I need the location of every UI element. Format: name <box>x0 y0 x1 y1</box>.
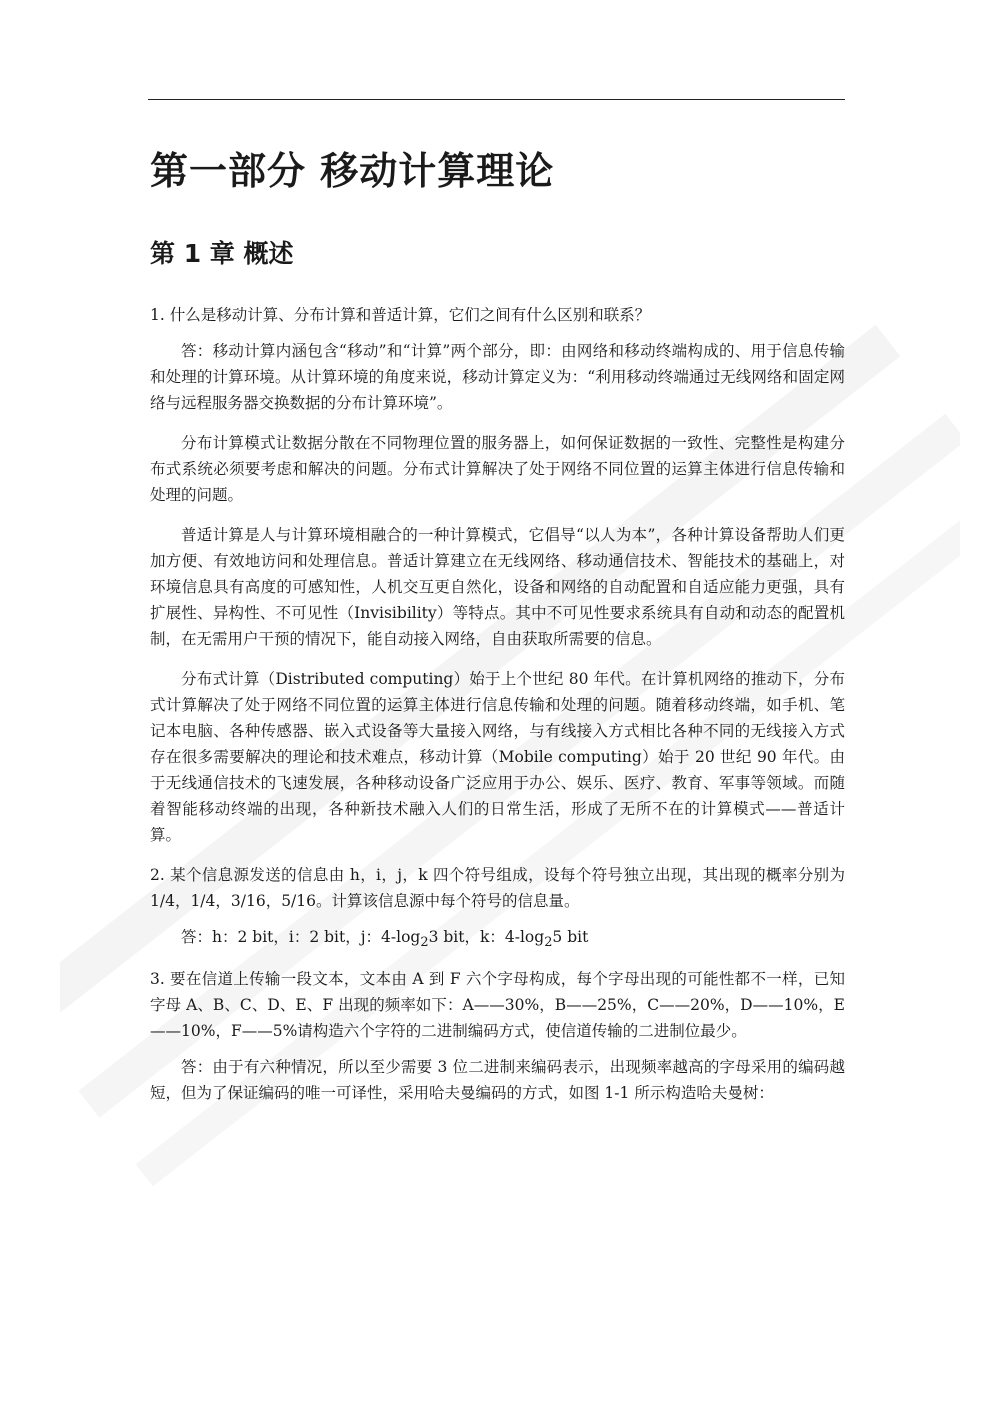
answer-1-paragraph-2: 分布计算模式让数据分散在不同物理位置的服务器上，如何保证数据的一致性、完整性是构建分布式系统必须要考虑和解决的问题。分布式计算解决了处于网络不同位置的运算主体进行信息传输和处理的问题。 <box>150 434 845 504</box>
part-title: 第一部分 移动计算理论 <box>150 149 555 193</box>
chapter-content <box>150 296 845 1120</box>
chapter-title: 第 1 章 概述 <box>150 239 294 268</box>
question-2: 2. 某个信息源发送的信息由 h，i，j，k 四个符号组成，设每个符号独立出现，其出现的概率分别为 1/4，1/4，3/16，5/16。计算该信息源中每个符号的信息量。 <box>150 866 845 910</box>
answer-1-paragraph-3: 普适计算是人与计算环境相融合的一种计算模式，它倡导“以人为本”，各种计算设备帮助人们更加方便、有效地访问和处理信息。普适计算建立在无线网络、移动通信技术、智能技术的基础上，对环境信息具有高度的可感知性，人机交互更自然化，设备和网络的自动配置和自适应能力更强，具有扩展性、异构性、不可见性（Invisibility）等特点。其中不可见性要求系统具有自动和动态的配置机制，在无需用户干预的情况下，能自动接入网络，自由获取所需要的信息。 <box>150 526 845 648</box>
question-1: 1. 什么是移动计算、分布计算和普适计算，它们之间有什么区别和联系？ <box>150 306 651 324</box>
header-rule <box>148 99 845 100</box>
answer-3: 答：由于有六种情况，所以至少需要 3 位二进制来编码表示，出现频率越高的字母采用的编码越短，但为了保证编码的唯一可译性，采用哈夫曼编码的方式，如图 1-1 所示构造哈夫曼树： <box>150 1058 845 1103</box>
question-3: 3. 要在信道上传输一段文本，文本由 A 到 F 六个字母构成，每个字母出现的可能性都不一样，已知字母 A、B、C、D、E、F 出现的频率如下：A——30%，B——25%，C——20%，D——10%，E——10%，F——5%请构造六个字符的二进制编码方式，使信道传输的二进制位最少。 <box>150 970 845 1041</box>
answer-1-paragraph-1: 答：移动计算内涵包含“移动”和“计算”两个部分，即：由网络和移动终端构成的、用于信息传输和处理的计算环境。从计算环境的角度来说，移动计算定义为：“利用移动终端通过无线网络和固定网络与远程服务器交换数据的分布计算环境”。 <box>150 342 845 412</box>
answer-2: 答：h：2 bit，i：2 bit，j：$4-\log_23$ bit，k：$4-\log_25$ bit <box>181 928 589 951</box>
answer-1-paragraph-4: 分布式计算（Distributed computing）始于上个世纪 80 年代。在计算机网络的推动下，分布式计算解决了处于网络不同位置的运算主体进行信息传输和处理的问题。随着移动终端，如手机、笔记本电脑、各种传感器、嵌入式设备等大量接入网络，与有线接入方式相比各种不同的无线接入方式存在很多需要解决的理论和技术难点，移动计算（Mobile computing）始于 20 世纪 90 年代。由于无线通信技术的飞速发展，各种移动设备广泛应用于办公、娱乐、医疗、教育、军事等领域。而随着智能移动终端的出现，各种新技术融入人们的日常生活，形成了无所不在的计算模式——普适计算。 <box>150 670 845 844</box>
